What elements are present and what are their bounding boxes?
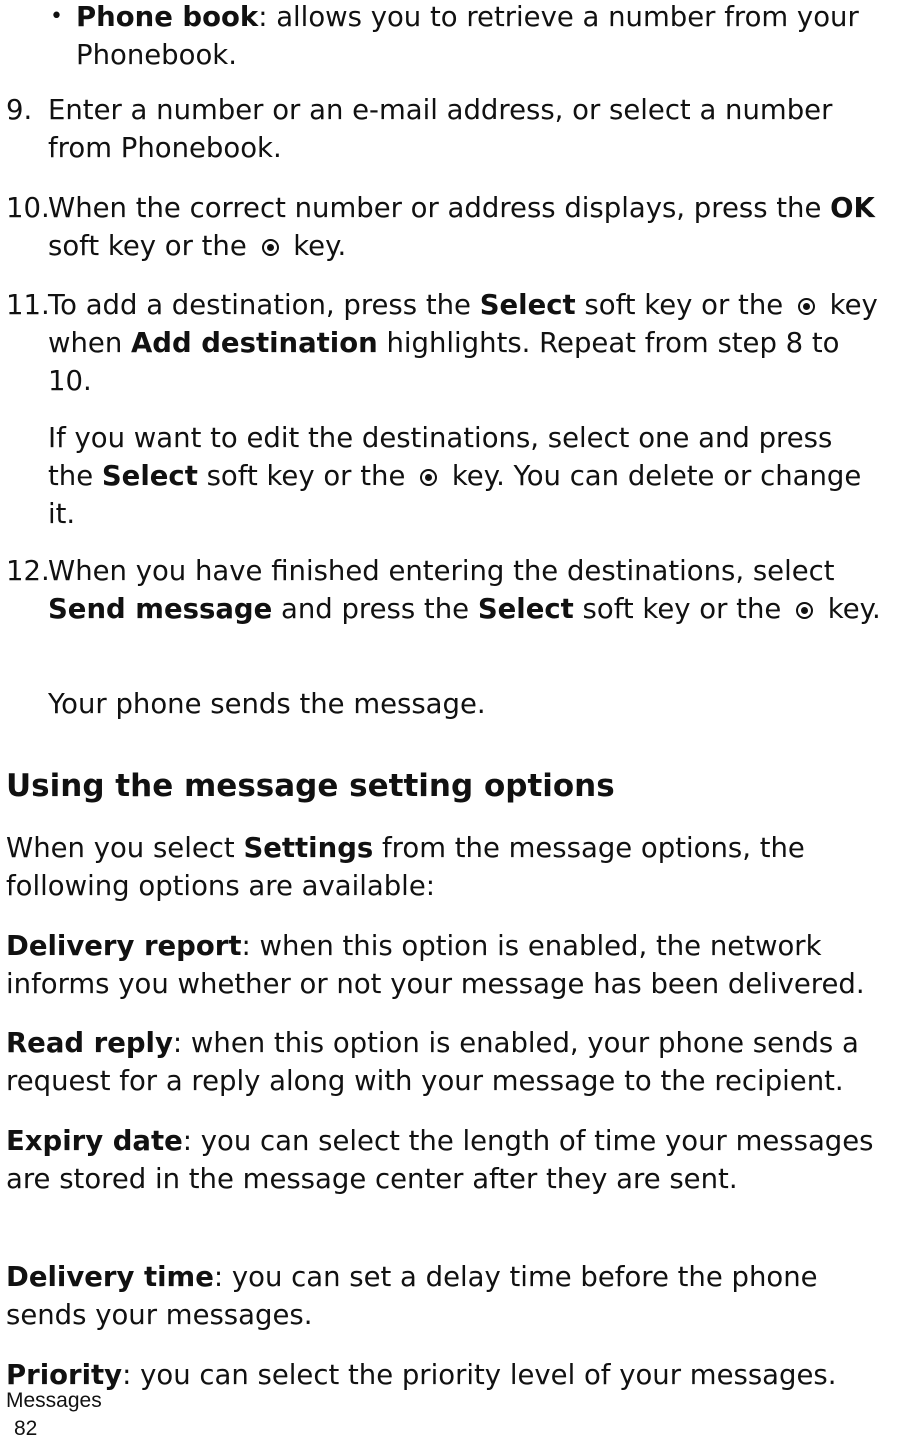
term-settings: Settings bbox=[243, 832, 374, 864]
option-expiry-date bbox=[6, 1122, 906, 1198]
term-add-destination: Add destination bbox=[131, 327, 378, 359]
term-select: Select bbox=[101, 460, 198, 492]
option-text: : you can set a delay time before the phone sends your messages. bbox=[6, 1261, 818, 1331]
option-term: Delivery time bbox=[6, 1261, 214, 1293]
option-delivery-time bbox=[6, 1258, 906, 1334]
step-number: 10. bbox=[6, 192, 50, 224]
term-select: Select bbox=[477, 593, 574, 625]
step-text bbox=[48, 189, 890, 265]
step-text bbox=[48, 286, 890, 400]
bullet-text: : allows you to retrieve a number from your Phonebook. bbox=[76, 1, 859, 71]
option-delivery-report bbox=[6, 927, 906, 1003]
step-number: 12. bbox=[6, 555, 50, 587]
step-number: 11. bbox=[6, 289, 50, 321]
text-run: soft key or the bbox=[197, 460, 415, 492]
term-ok: OK bbox=[830, 192, 875, 224]
center-key-icon bbox=[420, 469, 437, 486]
text-run: To add a destination, press the bbox=[48, 289, 480, 321]
text-run: from the message options, the following options are available: bbox=[6, 832, 805, 902]
step-text bbox=[48, 552, 890, 628]
option-term: Expiry date bbox=[6, 1125, 183, 1157]
text-run: key. bbox=[284, 230, 347, 262]
term-select: Select bbox=[479, 289, 576, 321]
footer-section-label: Messages bbox=[6, 1389, 102, 1412]
option-term: Delivery report bbox=[6, 930, 242, 962]
center-key-icon bbox=[796, 602, 813, 619]
step-text: Enter a number or an e-mail address, or select a number from Phonebook. bbox=[48, 94, 833, 164]
text-run: highlights. Repeat from step 8 to 10. bbox=[48, 327, 840, 397]
step-11-note bbox=[48, 419, 878, 533]
option-text: : when this option is enabled, the network informs you whether or not your message has been delivered. bbox=[6, 930, 865, 1000]
bullet-dot: • bbox=[50, 4, 63, 29]
option-priority bbox=[6, 1356, 906, 1394]
option-text: : when this option is enabled, your phone sends a request for a reply along with your message to the recipient. bbox=[6, 1027, 859, 1097]
section-intro bbox=[6, 829, 906, 905]
center-key-icon bbox=[798, 298, 815, 315]
text-run: key when bbox=[48, 289, 878, 359]
step-number: 9. bbox=[6, 94, 33, 126]
text-run: When you select bbox=[6, 832, 244, 864]
term-phone-book: Phone book bbox=[76, 1, 259, 33]
option-text: : you can select the length of time your messages are stored in the message center after they are sent. bbox=[6, 1125, 874, 1195]
text-run: and press the bbox=[272, 593, 478, 625]
option-term: Read reply bbox=[6, 1027, 173, 1059]
text-run: soft key or the bbox=[573, 593, 791, 625]
text-run: key. You can delete or change it. bbox=[48, 460, 862, 530]
text-run: When you have finished entering the destinations, select bbox=[48, 555, 835, 587]
text-run: soft key or the bbox=[575, 289, 792, 321]
section-heading: Using the message setting options bbox=[6, 768, 615, 804]
option-text: : you can select the priority level of your messages. bbox=[122, 1359, 837, 1391]
text-run: When the correct number or address displays, press the bbox=[48, 192, 831, 224]
text-run: soft key or the bbox=[48, 230, 256, 262]
option-read-reply bbox=[6, 1024, 906, 1100]
center-key-icon bbox=[262, 239, 279, 256]
text-run: If you want to edit the destinations, select one and press the bbox=[48, 422, 833, 492]
option-term: Priority bbox=[6, 1359, 123, 1391]
page-number: 82 bbox=[14, 1417, 38, 1440]
bullet-body bbox=[76, 0, 896, 74]
step-12-note: Your phone sends the message. bbox=[48, 688, 486, 720]
term-send-message: Send message bbox=[48, 593, 273, 625]
text-run: key. bbox=[819, 593, 881, 625]
